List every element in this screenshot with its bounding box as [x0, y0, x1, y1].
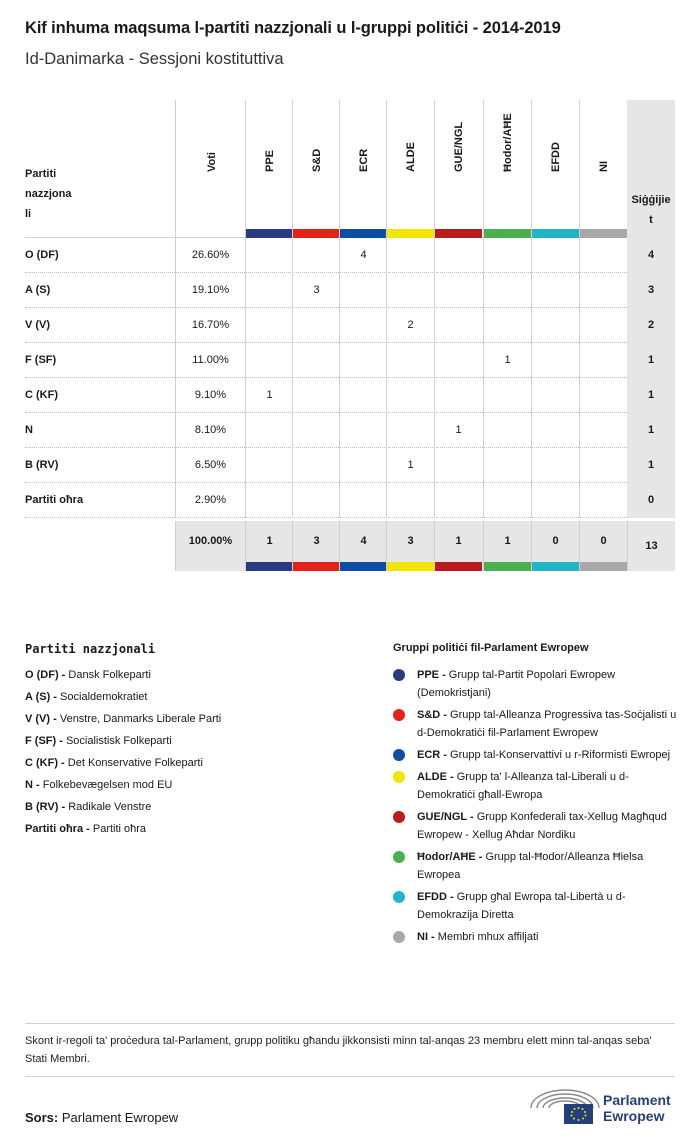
group-header-2: [339, 100, 387, 238]
group-name: Grupp tal-Ħodor/Alleanza Ħielsa Ewropea: [417, 851, 644, 881]
group-code: Ħodor/AĦE -: [417, 851, 483, 863]
party-code: C (KF): [25, 389, 58, 401]
table-row: [25, 378, 675, 413]
seat-cell: [434, 378, 482, 413]
group-color-bar: [387, 229, 434, 238]
logo-text: [603, 1092, 671, 1124]
group-color-bar: [340, 229, 387, 238]
seats-header: [627, 100, 675, 238]
seat-cell: [386, 343, 434, 378]
group-code: EFDD -: [417, 891, 454, 903]
national-legend-item: [25, 774, 365, 796]
total-cell: 1: [434, 521, 482, 571]
group-header-5: [483, 100, 531, 238]
table-row: [25, 483, 675, 518]
party-code: A (S) -: [25, 691, 57, 703]
party-name: Partiti oħra: [92, 823, 147, 835]
total-cell: 1: [483, 521, 531, 571]
group-color-bar: [246, 562, 293, 571]
seat-cell: [531, 378, 579, 413]
seat-cell: [386, 378, 434, 413]
group-legend-item: [393, 746, 683, 764]
seat-cell: 1: [434, 413, 482, 448]
party-code: Partiti oħra: [25, 494, 84, 506]
partiti-header-line: Partiti: [25, 168, 57, 180]
group-name: Membri mhux affiljati: [437, 931, 539, 943]
group-legend-item: [393, 808, 683, 844]
group-code: PPE -: [417, 669, 446, 681]
group-legend-item: [393, 768, 683, 804]
seat-cell: [245, 448, 293, 483]
national-legend-item: [25, 686, 365, 708]
seat-cell: 3: [292, 273, 340, 308]
seat-cell: [339, 273, 387, 308]
national-legend-item: [25, 752, 365, 774]
partiti-header-line: li: [25, 208, 32, 220]
seat-cell: [434, 273, 482, 308]
table-row: [25, 343, 675, 378]
group-header-6: [531, 100, 579, 238]
group-code: NI -: [417, 931, 435, 943]
seat-cell: [531, 238, 579, 273]
seat-cell: 2: [386, 308, 434, 343]
table-row: [25, 238, 675, 273]
group-header-1: [292, 100, 340, 238]
party-code: N: [25, 424, 33, 436]
group-header-label: S&D: [311, 148, 323, 172]
seat-cell: 1: [483, 343, 531, 378]
group-code: GUE/NGL -: [417, 811, 474, 823]
seat-cell: [531, 343, 579, 378]
seat-cell: [292, 343, 340, 378]
group-header-label: GUE/NGL: [453, 121, 465, 172]
total-cell: 1: [245, 521, 293, 571]
vote-share: 8.10%: [175, 413, 245, 448]
total-cell: 4: [339, 521, 387, 571]
seats-total: 0: [627, 483, 675, 518]
seat-cell: [434, 343, 482, 378]
table-header: [25, 100, 675, 238]
seat-cell: [339, 308, 387, 343]
group-name: Grupp tal-Konservattivi u r-Riformisti Ewropej: [450, 749, 671, 761]
seat-cell: [579, 448, 627, 483]
seat-cell: [531, 413, 579, 448]
party-name: Dansk Folkeparti: [68, 669, 151, 681]
seat-cell: [434, 483, 482, 518]
seat-cell: [339, 483, 387, 518]
party-name: Det Konservative Folkeparti: [67, 757, 203, 769]
seat-cell: [579, 273, 627, 308]
national-legend-item: [25, 730, 365, 752]
party-code: B (RV) -: [25, 801, 66, 813]
group-color-bar: [484, 562, 531, 571]
seat-cell: [579, 343, 627, 378]
seat-cell: [386, 273, 434, 308]
vote-share: 2.90%: [175, 483, 245, 518]
seat-cell: [386, 238, 434, 273]
groups-legend-title: Gruppi politiċi fil-Parlament Ewropew: [393, 642, 589, 654]
source-value: Parlament Ewropew: [61, 1110, 179, 1125]
seat-cell: 4: [339, 238, 387, 273]
seat-cell: [531, 483, 579, 518]
seats-header-line: Siġġijie: [631, 194, 671, 206]
vote-share: 19.10%: [175, 273, 245, 308]
group-name: Grupp tal-Partit Popolari Ewropew (Demokristjani): [417, 669, 616, 699]
seats-total: 4: [627, 238, 675, 273]
group-name: Grupp ta' l-Alleanza tal-Liberali u d-Demokratiċi għall-Ewropa: [417, 771, 629, 801]
seats-header-label: [627, 190, 675, 230]
total-votes: 100.00%: [175, 521, 245, 571]
party-code: Partiti oħra -: [25, 823, 90, 835]
group-color-bar: [532, 562, 579, 571]
group-header-3: [386, 100, 434, 238]
total-cell: 3: [292, 521, 340, 571]
group-header-label: ECR: [358, 148, 370, 172]
seat-cell: [483, 413, 531, 448]
seat-cell: [245, 273, 293, 308]
vote-share: 9.10%: [175, 378, 245, 413]
group-header-label: NI: [598, 161, 610, 172]
seat-cell: [531, 308, 579, 343]
total-cell: 0: [531, 521, 579, 571]
seat-cell: [339, 448, 387, 483]
divider: [25, 1076, 675, 1077]
seats-total: 2: [627, 308, 675, 343]
group-color-dot: [393, 931, 405, 943]
table-row: [25, 308, 675, 343]
group-legend-item: [393, 848, 683, 884]
party-code: B (RV): [25, 459, 59, 471]
group-color-bar: [246, 229, 293, 238]
group-code: S&D -: [417, 709, 447, 721]
total-cell: 3: [386, 521, 434, 571]
group-color-dot: [393, 771, 405, 783]
seat-cell: [292, 378, 340, 413]
national-parties-legend: [25, 642, 365, 840]
seat-cell: [386, 483, 434, 518]
group-header-label: PPE: [264, 149, 276, 172]
group-legend-item: [393, 888, 683, 924]
seat-cell: [579, 413, 627, 448]
seats-total: 1: [627, 448, 675, 483]
seat-cell: [434, 448, 482, 483]
vote-share: 6.50%: [175, 448, 245, 483]
seat-cell: [579, 238, 627, 273]
voti-header-cell: [175, 100, 245, 238]
party-code: F (SF) -: [25, 735, 63, 747]
seats-total: 3: [627, 273, 675, 308]
party-code: O (DF): [25, 249, 59, 261]
seat-cell: [483, 273, 531, 308]
national-legend-title: Partiti nazzjonali: [25, 642, 156, 656]
partiti-header-line: nazzjona: [25, 188, 72, 200]
party-name: Socialistisk Folkeparti: [65, 735, 172, 747]
seat-cell: [245, 238, 293, 273]
party-name: Radikale Venstre: [68, 801, 152, 813]
divider: [25, 1023, 675, 1024]
group-color-bar: [435, 562, 482, 571]
table-row: [25, 448, 675, 483]
group-color-bar: [580, 229, 627, 238]
party-code: N -: [25, 779, 40, 791]
group-color-bar: [293, 562, 340, 571]
voti-header: Voti: [206, 152, 218, 172]
group-color-dot: [393, 669, 405, 681]
group-color-bar: [532, 229, 579, 238]
seat-cell: [531, 448, 579, 483]
seat-cell: [292, 448, 340, 483]
group-color-dot: [393, 749, 405, 761]
party-code: V (V) -: [25, 713, 57, 725]
national-legend-item: [25, 796, 365, 818]
group-header-7: [579, 100, 627, 238]
vote-share: 16.70%: [175, 308, 245, 343]
seat-cell: [245, 483, 293, 518]
seats-total: 1: [627, 343, 675, 378]
seat-cell: 1: [245, 378, 293, 413]
group-color-dot: [393, 811, 405, 823]
seat-cell: [434, 308, 482, 343]
group-legend-item: [393, 706, 683, 742]
party-code: C (KF) -: [25, 757, 65, 769]
seat-cell: [386, 413, 434, 448]
seat-cell: [483, 308, 531, 343]
national-legend-item: [25, 708, 365, 730]
party-name: Venstre, Danmarks Liberale Parti: [59, 713, 222, 725]
seat-cell: 1: [386, 448, 434, 483]
party-code: O (DF) -: [25, 669, 66, 681]
source: [25, 1110, 178, 1125]
source-label: Sors:: [25, 1110, 59, 1125]
seat-cell: [483, 238, 531, 273]
group-color-bar: [293, 229, 340, 238]
logo-line1: Parlament: [603, 1092, 671, 1108]
group-color-bar: [435, 229, 482, 238]
vote-share: 11.00%: [175, 343, 245, 378]
seat-cell: [339, 343, 387, 378]
group-legend-item: [393, 928, 683, 946]
seat-cell: [579, 483, 627, 518]
group-code: ECR -: [417, 749, 447, 761]
total-cell: 0: [579, 521, 627, 571]
seat-cell: [245, 413, 293, 448]
party-name: Folkebevægelsen mod EU: [42, 779, 173, 791]
group-legend-item: [393, 666, 683, 702]
group-color-bar: [580, 562, 627, 571]
seat-cell: [292, 238, 340, 273]
logo-line2: Ewropew: [603, 1108, 665, 1124]
group-color-bar: [484, 229, 531, 238]
footnote: Skont ir-regoli ta' proċedura tal-Parlament, grupp politiku għandu jikkonsisti minn tal-anqas 23 membru elett minn tal-anqas seba' Stati Membri.: [25, 1035, 652, 1065]
seat-cell: [483, 483, 531, 518]
seat-cell: [292, 483, 340, 518]
group-name: Grupp tal-Alleanza Progressiva tas-Soċjalisti u d-Demokratiċi fil-Parlament Ewropew: [417, 709, 677, 739]
table-row: [25, 273, 675, 308]
seat-cell: [434, 238, 482, 273]
seat-cell: [483, 378, 531, 413]
national-legend-item: [25, 818, 365, 840]
group-name: Grupp Konfederali tax-Xellug Magħqud Ewropew - Xellug Aħdar Nordiku: [417, 811, 667, 841]
seat-cell: [579, 378, 627, 413]
group-name: Grupp għal Ewropa tal-Libertà u d-Demokrazija Diretta: [417, 891, 626, 921]
seat-cell: [245, 343, 293, 378]
page-title: Kif inhuma maqsuma l-partiti nazzjonali u l-gruppi politiċi - 2014-2019: [25, 19, 561, 37]
group-color-dot: [393, 851, 405, 863]
group-color-bar: [387, 562, 434, 571]
party-code: A (S): [25, 284, 51, 296]
group-color-bar: [340, 562, 387, 571]
seat-cell: [245, 308, 293, 343]
group-color-dot: [393, 891, 405, 903]
seat-cell: [531, 273, 579, 308]
totals-row: [25, 521, 675, 571]
party-name: Socialdemokratiet: [60, 691, 148, 703]
group-header-label: EFDD: [550, 142, 562, 172]
political-groups-legend: [393, 642, 683, 950]
vote-share: 26.60%: [175, 238, 245, 273]
table-row: [25, 413, 675, 448]
seat-cell: [483, 448, 531, 483]
seat-cell: [579, 308, 627, 343]
group-header-label: ALDE: [405, 142, 417, 172]
partiti-header: [25, 164, 85, 224]
group-code: ALDE -: [417, 771, 454, 783]
group-color-dot: [393, 709, 405, 721]
seats-header-line: t: [649, 214, 653, 226]
seat-cell: [339, 378, 387, 413]
seat-cell: [292, 308, 340, 343]
group-header-4: [434, 100, 482, 238]
seats-total: 1: [627, 413, 675, 448]
party-code: F (SF): [25, 354, 57, 366]
page-subtitle: Id-Danimarka - Sessjoni kostituttiva: [25, 50, 284, 68]
seat-cell: [292, 413, 340, 448]
national-legend-item: [25, 664, 365, 686]
group-header-label: Ħodor/AĦE: [502, 113, 514, 172]
seats-total: 1: [627, 378, 675, 413]
seat-cell: [339, 413, 387, 448]
total-seats: 13: [627, 521, 675, 571]
group-header-0: [245, 100, 293, 238]
party-code: V (V): [25, 319, 51, 331]
